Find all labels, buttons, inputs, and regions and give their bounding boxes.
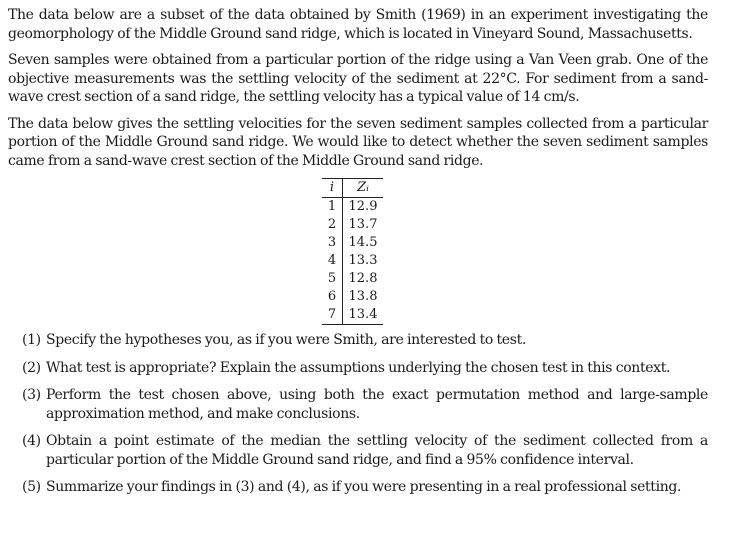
sample-velocity: 12.8: [348, 271, 378, 286]
sample-velocity: 13.4: [343, 306, 384, 325]
objective-paragraph: The data below gives the settling velocities for the seven sediment samples collected from a particular portion of the Middle Ground sand ridge. We would like to detect whether the seven sediment samples came from a sand-wave crest section of the Middle Ground sand ridge.: [8, 115, 708, 169]
table-row: [322, 216, 383, 234]
header-velocity: Zᵢ: [343, 179, 384, 198]
table-row: [322, 288, 383, 306]
table-row: [322, 252, 383, 270]
document-page: [8, 6, 708, 506]
sample-index: 4: [322, 252, 343, 270]
header-index: i: [322, 179, 343, 198]
question-text: Specify the hypotheses you, as if you were Smith, are interested to test.: [46, 332, 526, 348]
question-number: (1): [22, 332, 41, 348]
sample-velocity: 13.8: [348, 289, 378, 304]
settling-velocity-table: [322, 178, 383, 325]
sample-index: 3: [322, 234, 343, 252]
question-item: [22, 331, 708, 350]
question-number: (4): [22, 433, 41, 449]
sample-velocity: 13.7: [348, 217, 378, 232]
question-number: (5): [22, 479, 41, 495]
sample-velocity: 14.5: [348, 235, 378, 250]
question-item: [22, 478, 708, 497]
sample-velocity: 12.9: [348, 199, 378, 214]
intro-paragraph: The data below are a subset of the data obtained by Smith (1969) in an experiment investigating the geomorphology of the Middle Ground sand ridge, which is located in Vineyard Sound, Massachusetts.: [8, 7, 708, 42]
question-number: (3): [22, 387, 41, 403]
sample-index: 1: [322, 198, 343, 217]
question-list: [22, 331, 708, 497]
table-row: [322, 270, 383, 288]
sample-index: 5: [322, 270, 343, 288]
question-number: (2): [22, 359, 41, 376]
table-row: [322, 306, 383, 325]
question-text: Summarize your findings in (3) and (4), as if you were presenting in a real professional setting.: [46, 479, 682, 495]
question-item: [22, 359, 708, 378]
sampling-paragraph: Seven samples were obtained from a particular portion of the ridge using a Van Veen grab. One of the objective measurements was the settling velocity of the sediment at 22°C. For sediment from a sand-wave crest section of a sand ridge, the settling velocity has a typical value of 14 cm/s.: [8, 52, 708, 105]
sample-index: 7: [322, 306, 343, 325]
table-row: [322, 198, 383, 217]
question-text: Obtain a point estimate of the median the settling velocity of the sediment collected from a particular portion of the Middle Ground sand ridge, and find a 95% confidence interval.: [46, 433, 708, 468]
question-item: [22, 432, 708, 469]
table-row: [322, 234, 383, 252]
question-text: Perform the test chosen above, using both the exact permutation method and large-sample approximation method, and make conclusions.: [46, 387, 708, 422]
sample-velocity: 13.3: [348, 253, 378, 268]
table-header-row: [322, 179, 383, 198]
question-text: What test is appropriate? Explain the assumptions underlying the chosen test in this context.: [46, 359, 671, 376]
sample-index: 6: [322, 288, 343, 306]
question-item: [22, 386, 708, 423]
sample-index: 2: [322, 216, 343, 234]
